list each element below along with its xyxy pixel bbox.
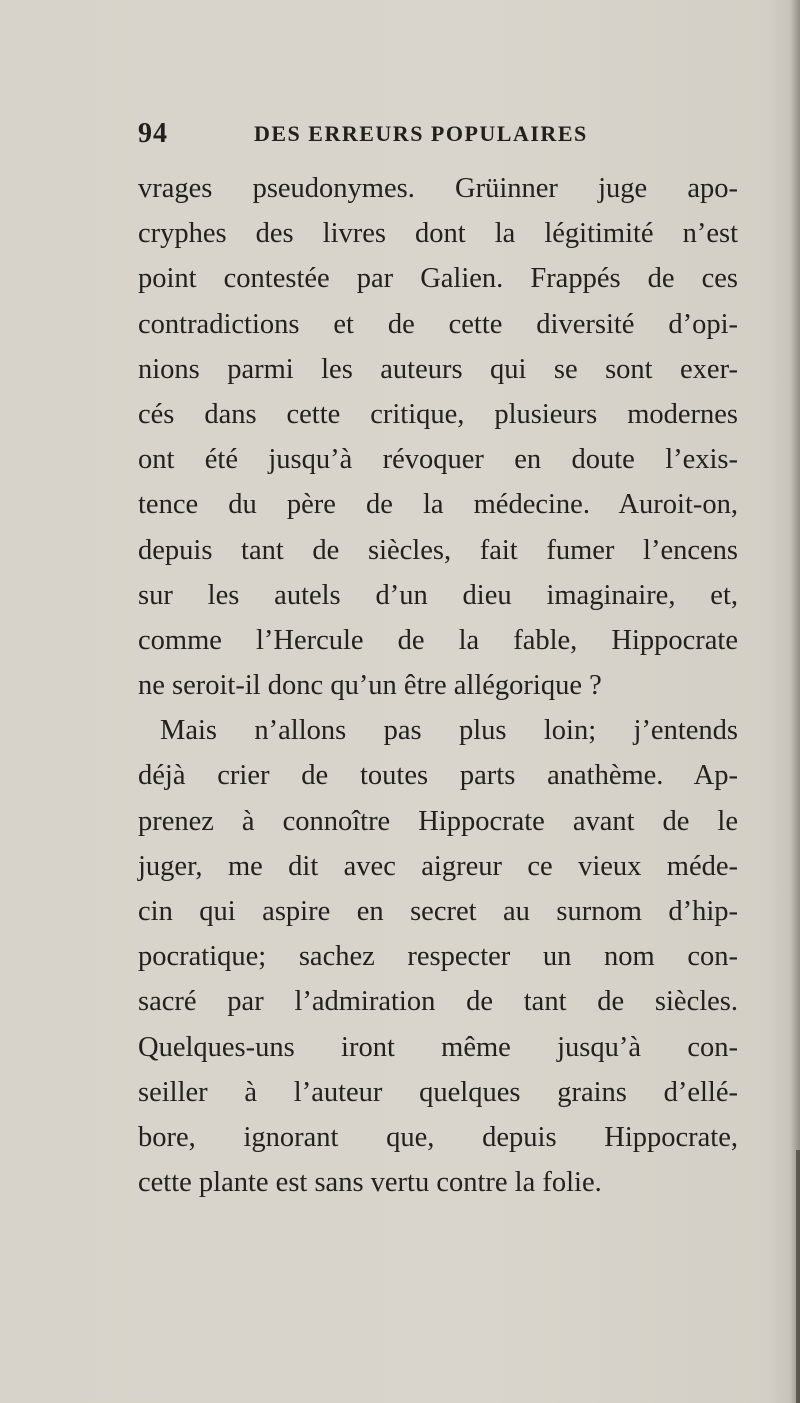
page-edge-mark [796,1150,800,1403]
text-line: pocratique; sachez respecter un nom con- [138,941,738,973]
text-line: ne seroit-il donc qu’un être allégorique ? [138,670,602,702]
text-line: depuis tant de siècles, fait fumer l’encens [138,534,738,566]
text-line: sacré par l’admiration de tant de siècles. [138,986,738,1018]
body-text [138,166,738,1205]
text-line: vrages pseudonymes. Grüinner juge apo- [138,173,738,204]
text-line: cette plante est sans vertu contre la folie. [138,1167,602,1199]
text-line: point contestée par Galien. Frappés de ces [138,263,738,295]
text-line: seiller à l’auteur quelques grains d’ellé- [138,1076,738,1108]
page-header [138,118,698,158]
text-line: déjà crier de toutes parts anathème. Ap- [138,760,738,792]
running-title: DES ERREURS POPULAIRES [254,121,588,146]
text-line: nions parmi les auteurs qui se sont exer- [138,353,738,385]
text-line: prenez à connoître Hippocrate avant de le [138,805,738,837]
text-line: cin qui aspire en secret au surnom d’hip- [138,896,738,927]
page-number: 94 [138,118,168,149]
text-line: contradictions et de cette diversité d’opi- [138,308,738,340]
text-line: cryphes des livres dont la légitimité n’est [138,218,738,250]
text-line: sur les autels d’un dieu imaginaire, et, [138,579,738,611]
text-line: comme l’Hercule de la fable, Hippocrate [138,624,738,656]
text-line: Mais n’allons pas plus loin; j’entends [160,715,738,747]
text-line: tence du père de la médecine. Auroit-on, [138,489,738,521]
text-line: cés dans cette critique, plusieurs modernes [138,398,738,430]
text-line: juger, me dit avec aigreur ce vieux méde- [138,850,738,882]
text-line: Quelques-uns iront même jusqu’à con- [138,1031,738,1063]
text-line: ont été jusqu’à révoquer en doute l’exis- [138,444,738,476]
text-line: bore, ignorant que, depuis Hippocrate, [138,1121,738,1153]
